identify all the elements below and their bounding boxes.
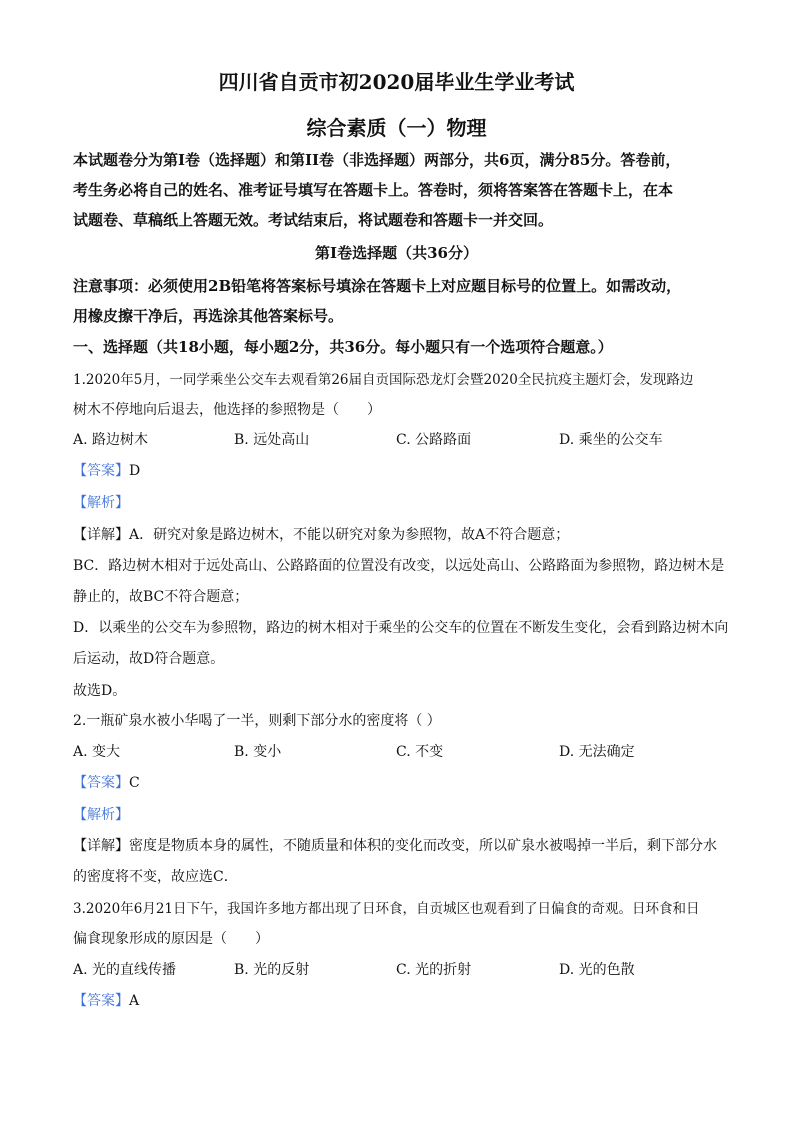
q2-detail-row-1 bbox=[73, 836, 717, 856]
answer-label: 【答案】 bbox=[73, 463, 129, 479]
answer-label: 【答案】 bbox=[73, 993, 129, 1009]
answer-label: 【答案】 bbox=[73, 775, 129, 791]
q3-stem-line-1: 3.2020年6月21日下午，我国许多地方都出现了日环食，自贡城区也观看到了日偏食的奇观。日环食和日 bbox=[73, 901, 700, 917]
analysis-label: 【解析】 bbox=[73, 495, 129, 511]
q1-answer-row bbox=[73, 461, 140, 481]
q2-answer-value: C bbox=[129, 775, 140, 791]
q2-detail-text-1: 密度是物质本身的属性，不随质量和体积的变化而改变，所以矿泉水被喝掉一半后，剩下部分水 bbox=[129, 838, 717, 854]
q1-detail-text-1: A．研究对象是路边树木，不能以研究对象为参照物，故A不符合题意； bbox=[129, 527, 570, 543]
analysis-label: 【解析】 bbox=[73, 807, 129, 823]
intro-line-2: 考生务必将自己的姓名、准考证号填写在答题卡上。答卷时，须将答案答在答题卡上，在本 bbox=[73, 181, 674, 199]
q3-answer-row bbox=[73, 991, 139, 1011]
q3-stem-line-2: 偏食现象形成的原因是（ ） bbox=[73, 931, 269, 947]
q2-option-c: C. 不变 bbox=[396, 744, 444, 760]
q1-detail-row-1 bbox=[73, 525, 569, 545]
notice-line-2: 用橡皮擦干净后，再选涂其他答案标号。 bbox=[73, 307, 344, 325]
q1-conclusion: 故选D。 bbox=[73, 683, 127, 699]
detail-label: 【详解】 bbox=[73, 838, 129, 854]
q2-analysis-row bbox=[73, 805, 129, 825]
q1-option-a: A. 路边树木 bbox=[73, 432, 149, 448]
part-heading: 一、选择题（共18小题，每小题2分，共36分。每小题只有一个选项符合题意。） bbox=[73, 338, 613, 356]
q1-answer-value: D bbox=[129, 463, 141, 479]
q1-option-b: B. 远处高山 bbox=[234, 432, 310, 448]
q1-option-d: D. 乘坐的公交车 bbox=[559, 432, 663, 448]
q3-option-b: B. 光的反射 bbox=[234, 962, 310, 978]
q1-stem-line-2: 树木不停地向后退去，他选择的参照物是（ ） bbox=[73, 402, 381, 418]
q3-option-c: C. 光的折射 bbox=[396, 962, 472, 978]
q1-detail-text-2: BC．路边树木相对于远处高山、公路路面的位置没有改变，以远处高山、公路路面为参照物，路边树木是 bbox=[73, 558, 725, 574]
q2-detail-text-2: 的密度将不变，故应选C． bbox=[73, 869, 238, 885]
q3-option-d: D. 光的色散 bbox=[559, 962, 635, 978]
q1-detail-text-3: 静止的，故BC不符合题意； bbox=[73, 589, 249, 605]
q2-answer-row bbox=[73, 773, 140, 793]
exam-subtitle: 综合素质（一）物理 bbox=[306, 116, 487, 140]
q3-option-a: A. 光的直线传播 bbox=[73, 962, 177, 978]
section-heading: 第I卷选择题（共36分） bbox=[315, 244, 478, 262]
exam-title: 四川省自贡市初2020届毕业生学业考试 bbox=[218, 70, 575, 94]
q1-detail-text-5: 后运动，故D符合题意。 bbox=[73, 651, 225, 667]
q2-option-a: A. 变大 bbox=[73, 744, 121, 760]
q3-answer-value: A bbox=[129, 993, 140, 1009]
q2-option-b: B. 变小 bbox=[234, 744, 282, 760]
q1-option-c: C. 公路路面 bbox=[396, 432, 472, 448]
q1-detail-text-4: D．以乘坐的公交车为参照物，路边的树木相对于乘坐的公交车的位置在不断发生变化，会看到路边树木向 bbox=[73, 620, 729, 636]
q2-stem: 2.一瓶矿泉水被小华喝了一半，则剩下部分水的密度将（ ） bbox=[73, 713, 441, 729]
intro-line-1: 本试题卷分为第I卷（选择题）和第II卷（非选择题）两部分，共6页，满分85分。答卷前， bbox=[73, 151, 681, 169]
q1-analysis-row bbox=[73, 493, 129, 513]
q2-option-d: D. 无法确定 bbox=[559, 744, 635, 760]
q1-stem-line-1: 1.2020年5月，一同学乘坐公交车去观看第26届自贡国际恐龙灯会暨2020全民抗疫主题灯会，发现路边 bbox=[73, 372, 694, 388]
detail-label: 【详解】 bbox=[73, 527, 129, 543]
intro-line-3: 试题卷、草稿纸上答题无效。考试结束后，将试题卷和答题卡一并交回。 bbox=[73, 211, 554, 229]
notice-line-1: 注意事项：必须使用2B铅笔将答案标号填涂在答题卡上对应题目标号的位置上。如需改动， bbox=[73, 277, 682, 295]
